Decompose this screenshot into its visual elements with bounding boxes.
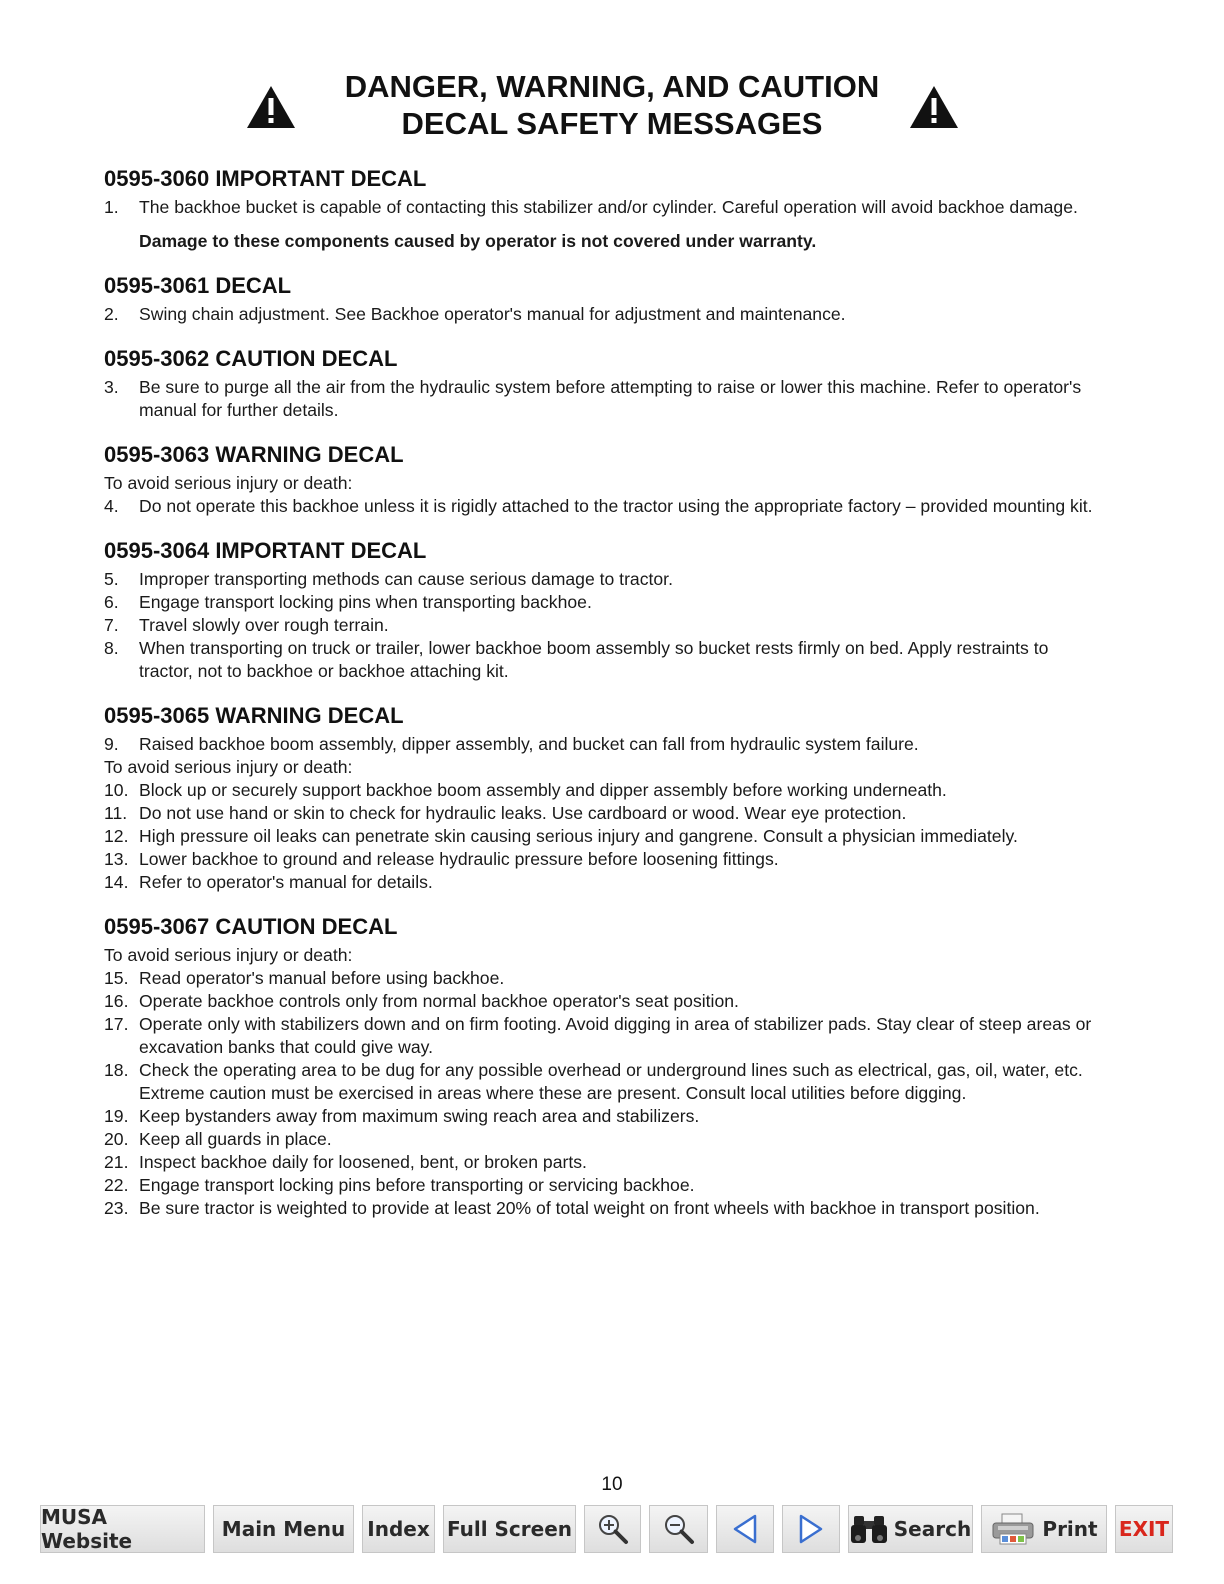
list-item [104,1174,1104,1197]
item-number: 8. [104,638,119,658]
item-number: 15. [104,968,129,988]
main-menu-button[interactable] [213,1505,354,1553]
list-item [104,825,1104,848]
item-text: Check the operating area to be dug for any possible overhead or underground lines such as electrical, gas, oil, water, etc. Extreme caution must be exercised in areas where these are present. Consult local utilities before digging. [139,1060,1083,1103]
print-button[interactable] [981,1505,1107,1553]
list-item [104,1197,1104,1220]
item-number: 1. [104,197,119,217]
item-number: 17. [104,1014,129,1034]
list-item [104,871,1104,894]
zoom-out-icon [661,1511,697,1547]
full-screen-button[interactable] [443,1505,576,1553]
item-text: Swing chain adjustment. See Backhoe operator's manual for adjustment and maintenance. [139,304,846,324]
main-menu-label: Main Menu [221,1517,346,1541]
decal-content [104,164,1104,1220]
item-number: 16. [104,991,129,1011]
item-number: 21. [104,1152,129,1172]
list-item [104,196,1104,219]
list-item [104,1151,1104,1174]
decal-section [104,440,1104,518]
zoom-in-button[interactable] [584,1505,641,1553]
section-heading: 0595-3065 WARNING DECAL [104,703,404,728]
item-text: Refer to operator's manual for details. [139,872,433,892]
musa-website-label: MUSA Website [41,1505,133,1553]
item-number: 10. [104,780,129,800]
item-text: Block up or securely support backhoe boom assembly and dipper assembly before working underneath. [139,780,947,800]
item-number: 18. [104,1060,129,1080]
list-item [104,1128,1104,1151]
item-number: 12. [104,826,129,846]
item-text: Keep bystanders away from maximum swing reach area and stabilizers. [139,1106,700,1126]
list-item [104,990,1104,1013]
item-text: Read operator's manual before using backhoe. [139,968,505,988]
item-text: Engage transport locking pins before transporting or servicing backhoe. [139,1175,695,1195]
section-heading: 0595-3060 IMPORTANT DECAL [104,166,427,191]
triangle-left-icon [731,1513,759,1545]
list-item [104,1059,1104,1105]
previous-page-button[interactable] [716,1505,774,1553]
zoom-in-icon [595,1511,631,1547]
item-text: The backhoe bucket is capable of contacting this stabilizer and/or cylinder. Careful operation will avoid backhoe damage. [139,197,1078,217]
item-text: When transporting on truck or trailer, lower backhoe boom assembly so bucket rests firmly on bed. Apply restraints to tractor, not to backhoe or backhoe attaching kit. [139,638,1049,681]
item-text: Inspect backhoe daily for loosened, bent, or broken parts. [139,1152,587,1172]
list-item [104,967,1104,990]
item-text: Be sure tractor is weighted to provide at least 20% of total weight on front wheels with backhoe in transport position. [139,1198,1040,1218]
item-text: High pressure oil leaks can penetrate skin causing serious injury and gangrene. Consult a physician immediately. [139,826,1018,846]
binoculars-icon [850,1513,888,1545]
item-number: 14. [104,872,129,892]
item-text: Operate backhoe controls only from normal backhoe operator's seat position. [139,991,739,1011]
warning-triangle-icon [908,84,960,130]
exit-label: EXIT [1118,1517,1170,1541]
page-title [0,68,1224,142]
item-number: 4. [104,496,119,516]
list-item [104,568,1104,591]
section-intro: To avoid serious injury or death: [104,757,353,777]
list-item [104,637,1104,683]
musa-website-button[interactable] [40,1505,205,1553]
item-number: 3. [104,377,119,397]
decal-section [104,344,1104,422]
warranty-note: Damage to these components caused by operator is not covered under warranty. [139,231,817,251]
title-line-2: DECAL SAFETY MESSAGES [401,106,823,141]
section-heading: 0595-3061 DECAL [104,273,292,298]
item-number: 2. [104,304,119,324]
search-label: Search [893,1517,972,1541]
decal-section [104,271,1104,326]
next-page-button[interactable] [782,1505,840,1553]
item-text: Operate only with stabilizers down and on firm footing. Avoid digging in area of stabilizer pads. Stay clear of steep areas or excavation banks that could give way. [139,1014,1092,1057]
section-heading: 0595-3063 WARNING DECAL [104,442,404,467]
list-item [104,848,1104,871]
decal-section [104,701,1104,894]
list-item [104,376,1104,422]
list-item [104,303,1104,326]
list-item [104,1105,1104,1128]
section-heading: 0595-3062 CAUTION DECAL [104,346,398,371]
item-number: 13. [104,849,129,869]
print-label: Print [1042,1517,1098,1541]
item-text: Improper transporting methods can cause serious damage to tractor. [139,569,673,589]
section-intro: To avoid serious injury or death: [104,945,353,965]
list-item [104,614,1104,637]
decal-section [104,536,1104,683]
exit-button[interactable] [1115,1505,1173,1553]
index-label: Index [367,1517,430,1541]
list-item [104,591,1104,614]
item-text: Lower backhoe to ground and release hydraulic pressure before loosening fittings. [139,849,779,869]
list-item [104,495,1104,518]
decal-section [104,164,1104,253]
list-item [104,779,1104,802]
item-text: Raised backhoe boom assembly, dipper assembly, and bucket can fall from hydraulic system failure. [139,734,919,754]
item-text: Keep all guards in place. [139,1129,332,1149]
full-screen-label: Full Screen [446,1517,573,1541]
item-text: Do not use hand or skin to check for hydraulic leaks. Use cardboard or wood. Wear eye protection. [139,803,907,823]
triangle-right-icon [797,1513,825,1545]
decal-section [104,912,1104,1220]
section-heading: 0595-3064 IMPORTANT DECAL [104,538,427,563]
item-text: Travel slowly over rough terrain. [139,615,389,635]
item-text: Do not operate this backhoe unless it is rigidly attached to the tractor using the appropriate factory – provided mounting kit. [139,496,1093,516]
item-number: 7. [104,615,119,635]
title-block [0,68,1224,148]
list-item [104,802,1104,825]
item-number: 11. [104,803,128,823]
printer-icon [990,1512,1036,1546]
list-item [104,1013,1104,1059]
title-line-1: DANGER, WARNING, AND CAUTION [344,69,880,104]
item-number: 6. [104,592,119,612]
zoom-out-button[interactable] [649,1505,708,1553]
section-heading: 0595-3067 CAUTION DECAL [104,914,398,939]
index-button[interactable] [362,1505,435,1553]
item-number: 5. [104,569,119,589]
item-number: 22. [104,1175,129,1195]
item-text: Be sure to purge all the air from the hydraulic system before attempting to raise or lower this machine. Refer to operator's manual for further details. [139,377,1082,420]
item-number: 23. [104,1198,129,1218]
section-intro: To avoid serious injury or death: [104,473,353,493]
search-button[interactable] [848,1505,973,1553]
item-text: Engage transport locking pins when transporting backhoe. [139,592,592,612]
page-number: 10 [601,1474,623,1495]
item-number: 19. [104,1106,129,1126]
item-number: 20. [104,1129,129,1149]
item-number: 9. [104,734,119,754]
list-item [104,733,1104,756]
